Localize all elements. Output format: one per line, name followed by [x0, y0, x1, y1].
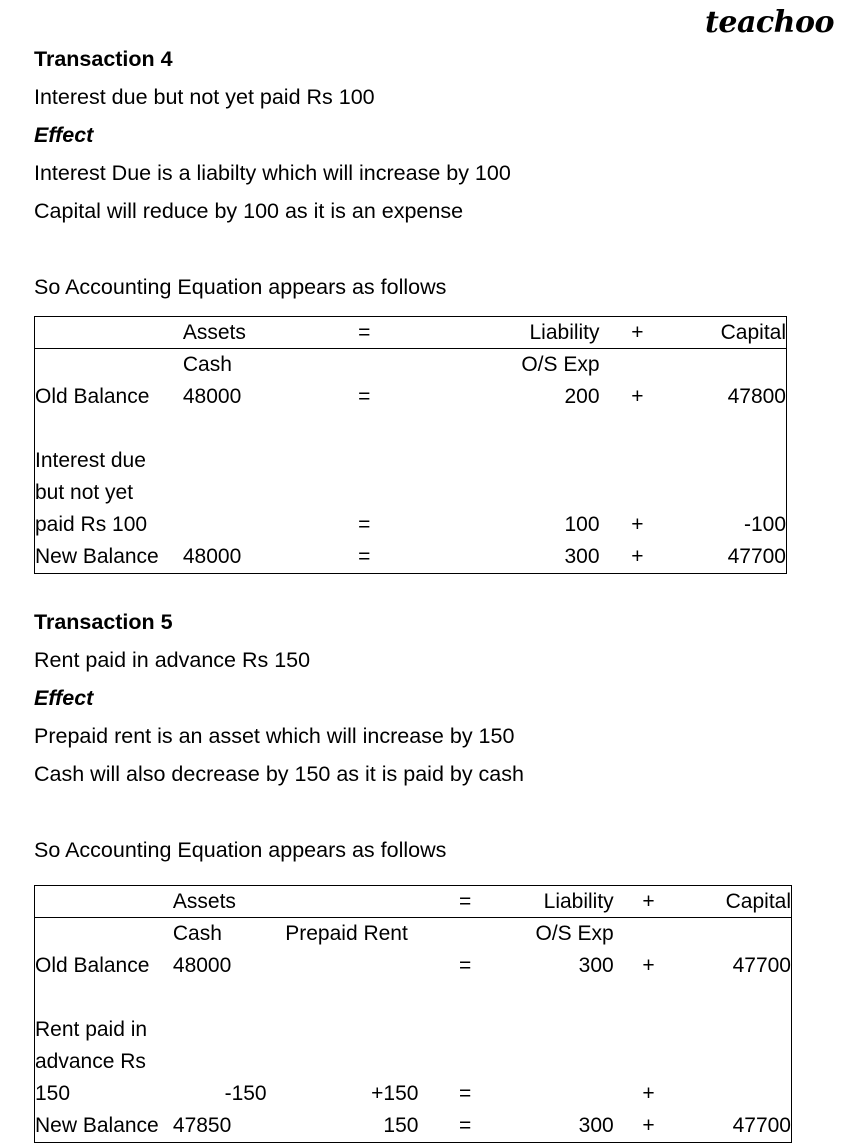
- transaction-5-effect-line-1: Prepaid rent is an asset which will increase by 150: [34, 724, 515, 748]
- header-cell-equals: =: [418, 886, 511, 918]
- row-label-line-3: 150: [35, 1082, 71, 1105]
- accounting-equation-table-transaction-4: [34, 316, 787, 574]
- transaction-4-blank-line: [34, 230, 824, 268]
- row-cell-capital: -100: [743, 513, 786, 536]
- row-cell-plus: +: [631, 545, 644, 568]
- row-cell-equals: =: [459, 1082, 472, 1105]
- transaction-4-heading: Transaction 4: [34, 47, 173, 71]
- transaction-5-effect-line-2: Cash will also decrease by 150 as it is paid by cash: [34, 762, 524, 786]
- row-label-blank-line: [35, 413, 183, 445]
- subheader-cell-equals: [303, 349, 426, 382]
- row-cell-plus: +: [631, 385, 644, 408]
- table-header-row: [35, 886, 792, 918]
- row-cell-capital: [683, 982, 791, 1110]
- row-cell-equals: =: [358, 385, 371, 408]
- subheader-cell-capital: [683, 918, 791, 951]
- row-label-transaction: [35, 413, 183, 541]
- accounting-equation-table-transaction-5: [34, 885, 792, 1143]
- row-cell-liability: 200: [564, 385, 600, 408]
- row-cell-capital: 47700: [727, 545, 786, 568]
- subheader-cell-prepaid-rent: Prepaid Rent: [285, 922, 408, 945]
- transaction-5-effect-label: Effect: [34, 686, 94, 710]
- row-cell-equals: =: [459, 954, 472, 977]
- table-header-row: [35, 317, 787, 349]
- subheader-cell-cash: Cash: [182, 353, 232, 376]
- row-label-new-balance: New Balance: [35, 1114, 159, 1137]
- row-cell-cash: 48000: [182, 385, 242, 408]
- row-cell-equals: =: [459, 1114, 472, 1137]
- table-row: [35, 982, 792, 1110]
- header-cell-plus: +: [614, 886, 684, 918]
- row-cell-plus: +: [642, 1082, 655, 1105]
- row-label-line-1: Rent paid in: [35, 1018, 148, 1041]
- header-cell-assets: Assets: [183, 317, 303, 349]
- header-cell-label: [35, 886, 173, 918]
- row-cell-equals: =: [358, 545, 371, 568]
- row-cell-capital: 47700: [732, 954, 791, 977]
- row-label-old-balance: Old Balance: [35, 385, 150, 408]
- transaction-4-text-block: [34, 40, 824, 306]
- subheader-cell-cash: Cash: [172, 922, 222, 945]
- row-label-line-1: Interest due: [35, 449, 146, 472]
- row-cell-prepaid-rent: 150: [383, 1114, 419, 1137]
- row-cell-capital: 47800: [727, 385, 786, 408]
- row-cell-capital: 47700: [732, 1114, 791, 1137]
- transaction-5-statement: Rent paid in advance Rs 150: [34, 648, 311, 672]
- table-row: [35, 1110, 792, 1143]
- header-cell-label: [35, 317, 183, 349]
- row-cell-cash: 48000: [172, 954, 232, 977]
- subheader-cell-os-exp: O/S Exp: [521, 353, 600, 376]
- transaction-5-heading: Transaction 5: [34, 610, 173, 634]
- row-cell-prepaid-rent: +150: [371, 1082, 419, 1105]
- row-cell-prepaid-rent: [275, 950, 419, 982]
- subheader-cell-label: [35, 918, 173, 951]
- teachoo-logo: teachoo: [705, 5, 834, 40]
- table-row: [35, 413, 787, 541]
- header-cell-assets: Assets: [173, 886, 275, 918]
- table-subheader-row: [35, 349, 787, 382]
- transaction-4-statement: Interest due but not yet paid Rs 100: [34, 85, 375, 109]
- transaction-4-effect-line-2: Capital will reduce by 100 as it is an expense: [34, 199, 464, 223]
- row-cell-liability: 300: [578, 1114, 614, 1137]
- row-cell-liability: 300: [564, 545, 600, 568]
- row-label-transaction: [35, 982, 173, 1110]
- row-label-line-2: but not yet: [35, 481, 134, 504]
- row-cell-plus: +: [642, 1114, 655, 1137]
- subheader-cell-label: [35, 349, 183, 382]
- transaction-5-intro: So Accounting Equation appears as follows: [34, 838, 447, 862]
- transaction-4-effect-line-1: Interest Due is a liabilty which will increase by 100: [34, 161, 511, 185]
- row-label-line-3: paid Rs 100: [35, 513, 148, 536]
- row-cell-plus: +: [631, 513, 644, 536]
- header-cell-assets-2: [275, 886, 419, 918]
- table-subheader-row: [35, 918, 792, 951]
- table-row: [35, 381, 787, 413]
- transaction-4-effect-label: Effect: [34, 123, 94, 147]
- transaction-5-text-block: [34, 603, 824, 869]
- subheader-cell-equals: [418, 918, 511, 951]
- row-label-old-balance: Old Balance: [35, 954, 150, 977]
- row-cell-cash: 48000: [182, 545, 242, 568]
- table-row: [35, 950, 792, 982]
- header-cell-capital: Capital: [675, 317, 786, 349]
- subheader-cell-plus: [600, 349, 676, 382]
- header-cell-capital: Capital: [683, 886, 791, 918]
- row-label-blank-line: [35, 982, 173, 1014]
- row-cell-cash: [183, 413, 303, 541]
- header-cell-plus: +: [600, 317, 676, 349]
- row-cell-liability: [512, 982, 614, 1110]
- subheader-cell-os-exp: O/S Exp: [535, 922, 614, 945]
- transaction-5-blank-line: [34, 793, 824, 831]
- transaction-4-intro: So Accounting Equation appears as follows: [34, 275, 447, 299]
- header-cell-equals: =: [303, 317, 426, 349]
- subheader-cell-plus: [614, 918, 684, 951]
- subheader-cell-capital: [675, 349, 786, 382]
- row-cell-cash: 47850: [172, 1114, 232, 1137]
- row-cell-cash: -150: [224, 1082, 267, 1105]
- row-label-line-2: advance Rs: [35, 1050, 146, 1073]
- header-cell-liability: Liability: [426, 317, 600, 349]
- row-cell-liability: 100: [564, 513, 600, 536]
- row-cell-plus: +: [642, 954, 655, 977]
- header-cell-liability: Liability: [512, 886, 614, 918]
- row-cell-liability: 300: [578, 954, 614, 977]
- row-label-new-balance: New Balance: [35, 545, 159, 568]
- row-cell-equals: =: [358, 513, 371, 536]
- table-row: [35, 541, 787, 574]
